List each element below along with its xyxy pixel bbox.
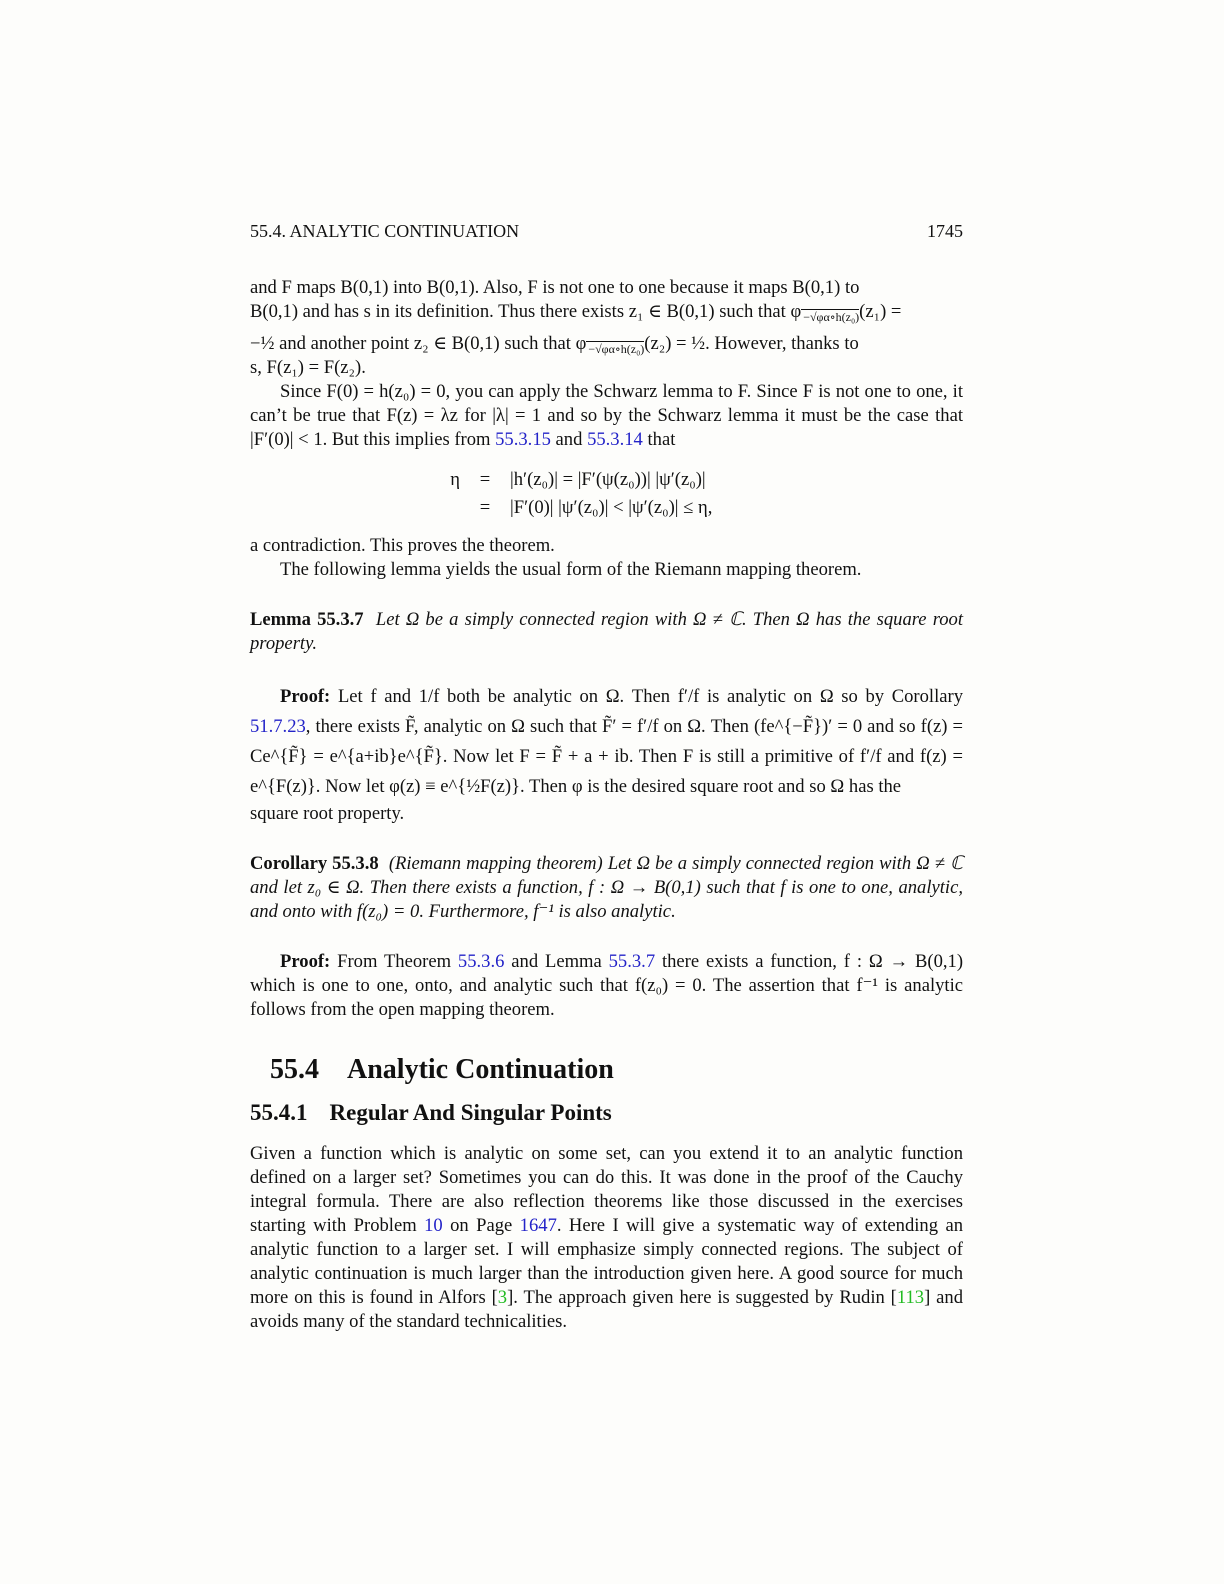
subscript-expression: −√φα∘h(z₀) <box>803 310 860 324</box>
page <box>250 0 963 1334</box>
equation-link[interactable]: 55.3.14 <box>587 429 643 450</box>
display-equation <box>420 466 963 522</box>
citation-link[interactable]: 3 <box>497 1287 508 1308</box>
theorem-link[interactable]: 55.3.6 <box>457 951 505 972</box>
corollary-link[interactable]: 51.7.23 <box>250 716 306 737</box>
subsection-title: Regular And Singular Points <box>329 1100 612 1125</box>
lemma-label: Lemma 55.3.7 <box>250 609 364 630</box>
equation-lhs: η <box>450 469 460 490</box>
page-link[interactable]: 1647 <box>519 1215 557 1236</box>
section-number: 55.4 <box>270 1054 319 1085</box>
problem-link[interactable]: 10 <box>424 1215 443 1236</box>
paragraph-following: The following lemma yields the usual form of the Riemann mapping theorem. <box>280 559 862 580</box>
proof-corollary: Proof: From Theorem 55.3.6 and Lemma 55.3.7 there exists a function, f : Ω → B(0,1) which is one to one, onto, and analytic such that f(z₀) = 0. The assertion that f⁻¹ is analytic follows from the open mapping theorem. <box>250 951 964 1020</box>
section-title: Analytic Continuation <box>347 1054 614 1085</box>
corollary-text: (Riemann mapping theorem) Let Ω be a simply connected region with Ω ≠ ℂ and let z₀ ∈ Ω. Then there exists a function, f : Ω → B(0,1) such that f is one to one, analytic, and onto with f(z₀) = 0. Furthermore, f⁻¹ is also analytic. <box>250 853 963 922</box>
proof-lemma: Proof: Let f and 1/f both be analytic on Ω. Then f′/f is analytic on Ω so by Corollary 51.7.23, there exists F̃, analytic on Ω such that F̃′ = f′/f on Ω. Then (fe^{−F̃})′ = 0 and so f(z) = Ce^{F̃} = e^{a+ib}e^{F̃}. Now let F = F̃ + a + ib. Then F is still a primitive of f′/f and f(z) = e^{F(z)}. Now let φ(z) ≡ e^{½F(z)}. Then φ is the desired square root and so Ω has the <box>250 686 963 797</box>
lemma-block <box>250 608 963 656</box>
paragraph-continuation <box>250 276 963 380</box>
subscript-expression: −√φα∘h(z₀) <box>588 342 645 356</box>
paragraph-contradiction: a contradiction. This proves the theorem. <box>250 535 555 556</box>
proof-label: Proof: <box>280 951 331 972</box>
proof-label: Proof: <box>280 686 331 707</box>
subsection-heading <box>250 1098 963 1128</box>
text-line: and F maps B(0,1) into B(0,1). Also, F is not one to one because it maps B(0,1) to <box>250 277 860 298</box>
subsection-number: 55.4.1 <box>250 1100 308 1125</box>
lemma-link[interactable]: 55.3.7 <box>608 951 656 972</box>
paragraph-intro: Given a function which is analytic on some set, can you extend it to an analytic function defined on a larger set? Sometimes you can do this. It was done in the proof of the Cauchy integral formula. There are also reflection theorems like those discussed in the exercises starting with Problem 10 on Page 1647. Here I will give a systematic way of extending an analytic function to a larger set. I will emphasize simply connected regions. The subject of analytic continuation is much larger than the introduction given here. A good source for much more on this is found in Alfors [3]. The approach given here is suggested by Rudin [113] and avoids many of the standard technicalities. <box>250 1143 964 1332</box>
proof-lemma-end: square root property. <box>250 803 405 824</box>
citation-link[interactable]: 113 <box>896 1287 925 1308</box>
equals-sign: = <box>479 469 491 490</box>
text-line: s, F(z₁) = F(z₂). <box>250 357 366 378</box>
equation-link[interactable]: 55.3.15 <box>495 429 551 450</box>
equation-row: |h′(z₀)| = |F′(ψ(z₀))| |ψ′(z₀)| <box>510 469 706 490</box>
text-line: B(0,1) and has s in its definition. Thus there exists z₁ ∈ B(0,1) such that φ $_{-√\varphi\alpha\circ h(z_0)}$(z₁) = <box>250 301 902 324</box>
equation-row: |F′(0)| |ψ′(z₀)| < |ψ′(z₀)| ≤ η, <box>510 497 713 518</box>
paragraph-schwarz: Since F(0) = h(z₀) = 0, you can apply the Schwarz lemma to F. Since F is not one to one, it can’t be true that F(z) = λz for |λ| = 1 and so by the Schwarz lemma it must be the case that |F′(0)| < 1. But this implies from 55.3.15 and 55.3.14 that <box>250 381 963 450</box>
corollary-label: Corollary 55.3.8 <box>250 853 379 874</box>
page-number: 1745 <box>927 221 963 241</box>
running-header <box>250 220 963 242</box>
equals-sign: = <box>479 497 491 518</box>
section-heading <box>270 1052 963 1088</box>
text-line: −½ and another point z₂ ∈ B(0,1) such that φ $_{-√\varphi\alpha\circ h(z_0)}$(z₂) = ½. However, thanks to <box>250 333 859 356</box>
lemma-text: Let Ω be a simply connected region with Ω ≠ ℂ. Then Ω has the square root property. <box>250 609 964 654</box>
running-section-title: 55.4. ANALYTIC CONTINUATION <box>250 221 520 241</box>
corollary-block <box>250 852 963 924</box>
